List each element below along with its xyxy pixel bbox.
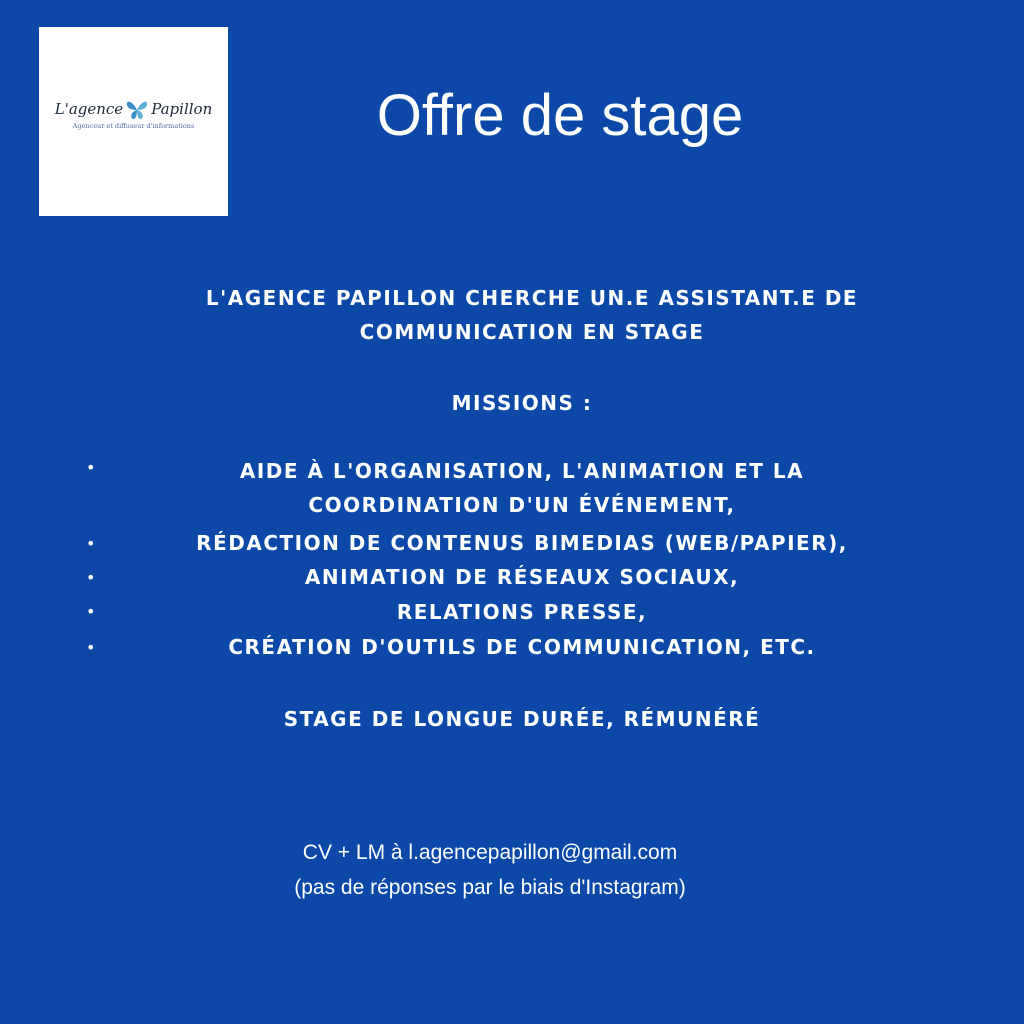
logo-name: [39, 99, 228, 121]
bullet: •: [86, 602, 96, 621]
bullet: •: [86, 638, 96, 657]
mission-item: AIDE À L'ORGANISATION, L'ANIMATION ET LA: [239, 459, 805, 483]
missions-label: MISSIONS :: [451, 391, 593, 415]
contact-email: CV + LM à l.agencepapillon@gmail.com: [302, 841, 678, 864]
bullet: •: [86, 568, 96, 587]
bullet: •: [86, 534, 96, 553]
logo-name-left: L'agence: [54, 100, 124, 118]
page-title: Offre de stage: [376, 83, 744, 148]
contact-note: (pas de réponses par le biais d'Instagram): [294, 876, 686, 899]
logo-tagline: Agenceur et diffuseur d'informations: [72, 122, 195, 130]
butterfly-icon: [125, 99, 149, 121]
mission-item: CRÉATION D'OUTILS DE COMMUNICATION, ETC.: [228, 635, 816, 659]
headline-line-2: COMMUNICATION EN STAGE: [359, 320, 705, 344]
mission-item: RELATIONS PRESSE,: [396, 600, 648, 624]
agency-logo: [39, 27, 228, 216]
mission-item: RÉDACTION DE CONTENUS BIMEDIAS (WEB/PAPIER),: [196, 531, 848, 555]
conditions: STAGE DE LONGUE DURÉE, RÉMUNÉRÉ: [283, 707, 761, 731]
mission-item: COORDINATION D'UN ÉVÉNEMENT,: [308, 493, 736, 517]
logo-name-right: Papillon: [151, 100, 213, 118]
mission-item: ANIMATION DE RÉSEAUX SOCIAUX,: [304, 565, 740, 589]
headline-line-1: L'AGENCE PAPILLON CHERCHE UN.E ASSISTANT.E DE: [205, 286, 859, 310]
bullet: •: [86, 458, 96, 477]
